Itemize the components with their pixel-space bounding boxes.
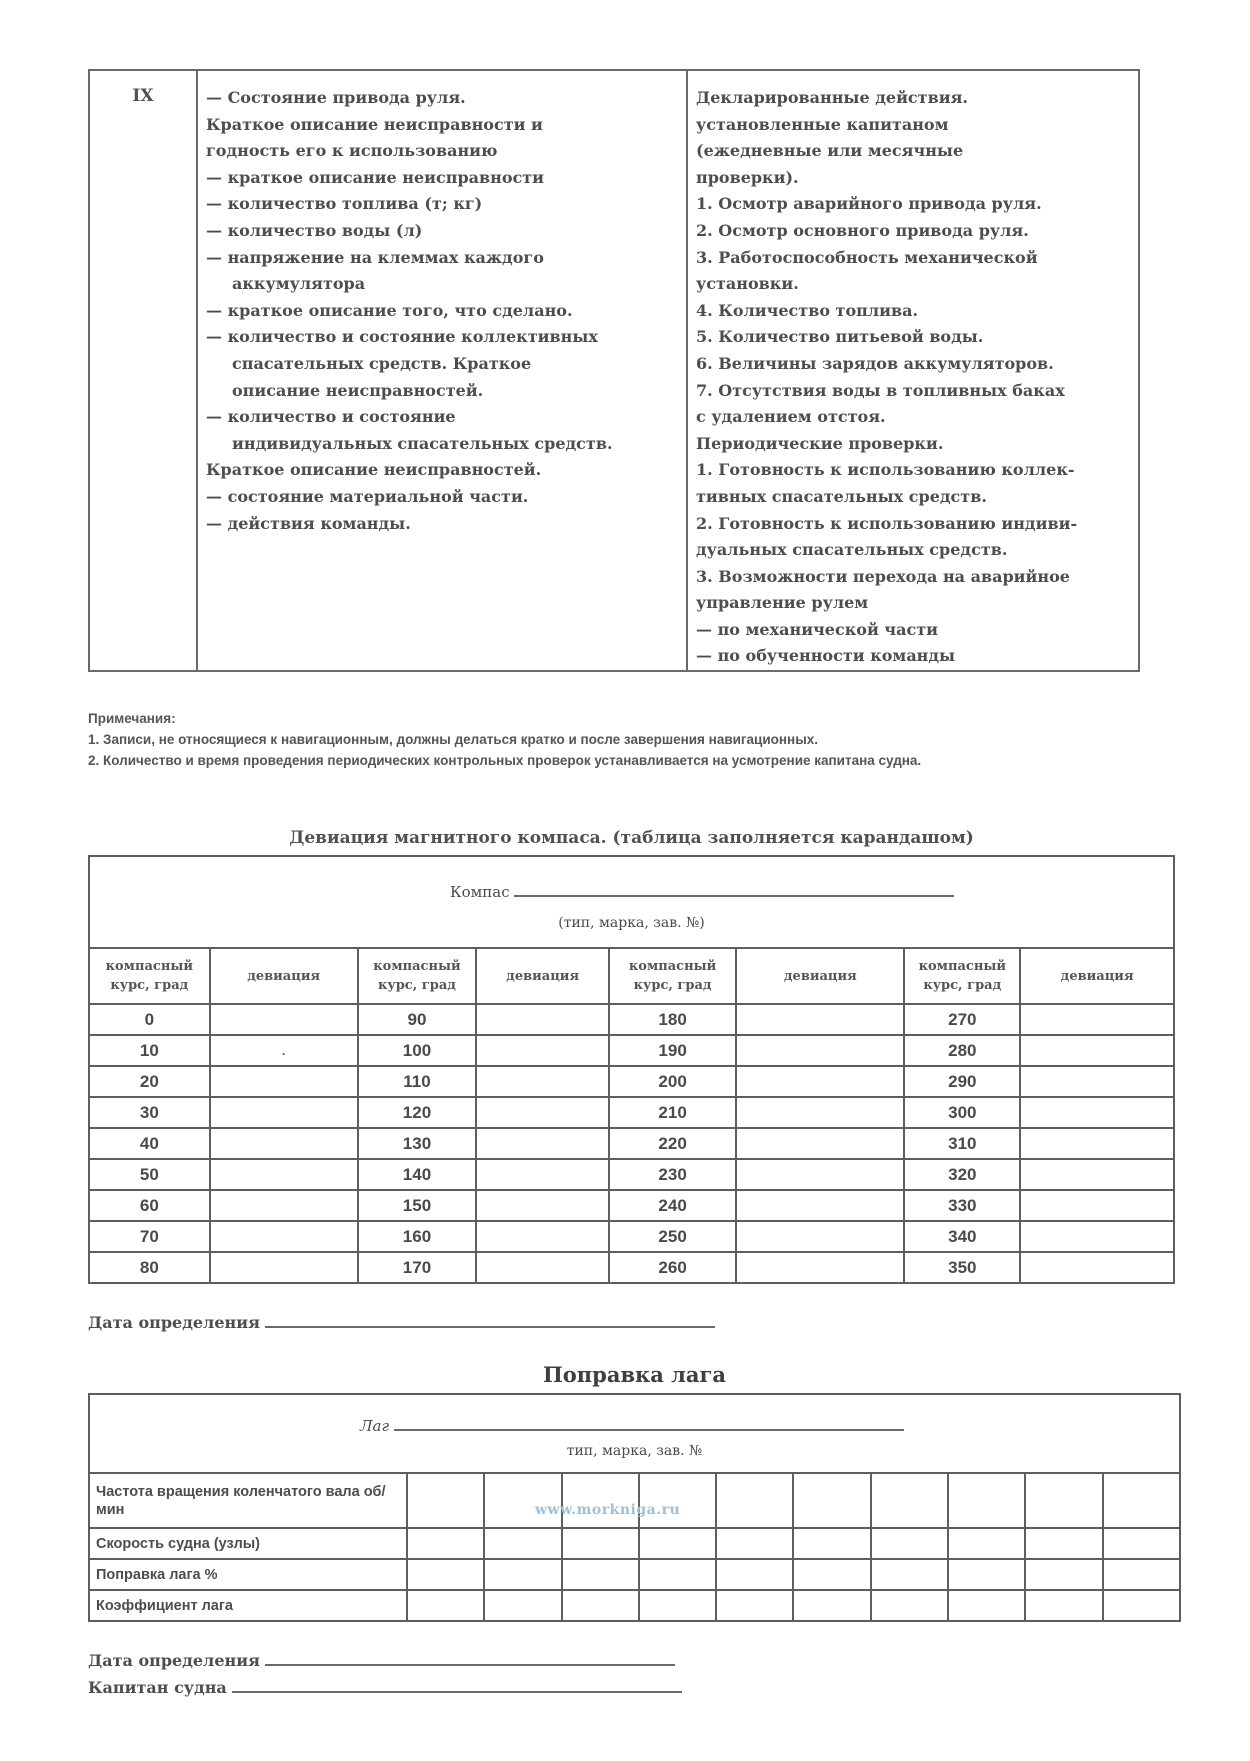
deviation-input-cell[interactable] [736, 1004, 904, 1035]
deviation-input-cell[interactable] [210, 1159, 358, 1190]
log-input-cell[interactable] [639, 1590, 716, 1621]
deviation-input-cell[interactable] [210, 1066, 358, 1097]
record-line: — количество и состояние [206, 407, 456, 427]
deviation-title: Девиация магнитного компаса. (таблица заполняется карандашом) [289, 828, 974, 848]
deviation-input-cell[interactable] [1020, 1190, 1174, 1221]
deviation-input-cell[interactable] [476, 1128, 609, 1159]
log-input-cell[interactable] [871, 1528, 948, 1559]
action-line: дуальных спасательных средств. [696, 540, 1008, 560]
compass-course-value: 110 [358, 1066, 477, 1097]
header-line: компасный [628, 959, 717, 974]
action-line: 1. Готовность к использованию коллек- [696, 460, 1075, 480]
action-line: 5. Количество питьевой воды. [696, 327, 984, 347]
log-input-cell[interactable] [793, 1590, 870, 1621]
deviation-input-cell[interactable] [476, 1221, 609, 1252]
record-line: годность его к использованию [206, 141, 498, 161]
record-line: — состояние материальной части. [206, 486, 529, 506]
lag-hint: тип, марка, зав. № [566, 1443, 703, 1459]
deviation-table [88, 855, 1175, 1284]
log-input-cell[interactable] [1025, 1528, 1102, 1559]
log-row [89, 1590, 1180, 1621]
compass-course-value: 130 [358, 1128, 477, 1159]
log-row [89, 1559, 1180, 1590]
record-line: — действия команды. [206, 513, 411, 533]
header-line: компасный [105, 959, 194, 974]
compass-course-value: 170 [358, 1252, 477, 1283]
action-line: 4. Количество топлива. [696, 300, 919, 320]
record-line: — краткое описание неисправности [206, 167, 545, 187]
log-input-cell[interactable] [948, 1473, 1025, 1528]
deviation-input-cell[interactable] [476, 1190, 609, 1221]
header-compass-course [904, 948, 1020, 1004]
log-input-cell[interactable] [1025, 1473, 1102, 1528]
section-number: IX [132, 86, 154, 106]
compass-course-value: 20 [89, 1066, 210, 1097]
header-deviation: девиация [210, 948, 358, 1004]
records-cell [198, 71, 688, 670]
deviation-date-field[interactable] [265, 1326, 715, 1328]
compass-course-value: 240 [609, 1190, 736, 1221]
deviation-input-cell[interactable] [736, 1035, 904, 1066]
deviation-input-cell[interactable] [736, 1190, 904, 1221]
log-row-label: Скорость судна (узлы) [89, 1528, 407, 1559]
log-input-cell[interactable] [484, 1559, 561, 1590]
deviation-date [88, 1313, 715, 1332]
record-line: — количество и состояние коллективных [206, 327, 598, 347]
log-date [88, 1651, 675, 1670]
action-line: 2. Готовность к использованию индиви- [696, 513, 1078, 533]
compass-course-value: 280 [904, 1035, 1020, 1066]
deviation-input-cell[interactable] [476, 1035, 609, 1066]
compass-course-value: 330 [904, 1190, 1020, 1221]
deviation-input-cell[interactable] [210, 1190, 358, 1221]
actions-cell [688, 71, 1138, 670]
watch-checks-table [88, 69, 1140, 672]
record-line: Краткое описание неисправности и [206, 114, 543, 134]
note-item: 1. Записи, не относящиеся к навигационным, должны делаться кратко и после завершения навигационных. [88, 732, 818, 747]
compass-course-value: 0 [89, 1004, 210, 1035]
deviation-row [89, 1097, 1174, 1128]
compass-course-value: 220 [609, 1128, 736, 1159]
deviation-input-cell[interactable] [1020, 1097, 1174, 1128]
captain-signature [88, 1678, 682, 1697]
deviation-row [89, 1159, 1174, 1190]
deviation-date-label: Дата определения [88, 1313, 260, 1332]
log-input-cell[interactable] [407, 1559, 484, 1590]
deviation-input-cell[interactable] [736, 1066, 904, 1097]
log-input-cell[interactable] [639, 1528, 716, 1559]
compass-course-value: 150 [358, 1190, 477, 1221]
header-line: курс, град [923, 978, 1002, 993]
log-input-cell[interactable] [562, 1559, 639, 1590]
compass-course-value: 70 [89, 1221, 210, 1252]
log-input-cell[interactable] [948, 1559, 1025, 1590]
header-line: курс, град [378, 978, 456, 993]
compass-course-value: 260 [609, 1252, 736, 1283]
deviation-input-cell[interactable] [476, 1066, 609, 1097]
log-row [89, 1473, 1180, 1528]
deviation-input-cell[interactable] [210, 1004, 358, 1035]
log-input-cell[interactable] [871, 1590, 948, 1621]
header-deviation: девиация [476, 948, 609, 1004]
header-line: компасный [373, 959, 461, 974]
log-input-cell[interactable] [716, 1528, 793, 1559]
deviation-input-cell[interactable] [210, 1221, 358, 1252]
deviation-input-cell[interactable] [1020, 1252, 1174, 1283]
log-input-cell[interactable] [1025, 1590, 1102, 1621]
action-line: (ежедневные или месячные [696, 141, 964, 161]
log-input-cell[interactable] [716, 1590, 793, 1621]
deviation-input-cell[interactable] [1020, 1128, 1174, 1159]
log-input-cell[interactable] [793, 1473, 870, 1528]
deviation-input-cell[interactable] [736, 1252, 904, 1283]
notes [88, 708, 921, 771]
captain-signature-field[interactable] [232, 1691, 682, 1693]
action-line: тивных спасательных средств. [696, 486, 987, 506]
log-input-cell[interactable] [1103, 1473, 1180, 1528]
record-line: — количество воды (л) [206, 220, 423, 240]
log-row-label: Коэффициент лага [89, 1590, 407, 1621]
action-line: 6. Величины зарядов аккумуляторов. [696, 353, 1054, 373]
log-input-cell[interactable] [793, 1559, 870, 1590]
deviation-row [89, 1004, 1174, 1035]
record-line: спасательных средств. Краткое [232, 353, 532, 373]
log-input-cell[interactable] [1103, 1559, 1180, 1590]
log-input-cell[interactable] [1103, 1528, 1180, 1559]
log-input-cell[interactable] [484, 1473, 561, 1528]
log-date-field[interactable] [265, 1664, 675, 1666]
log-input-cell[interactable] [1025, 1559, 1102, 1590]
action-line: проверки). [696, 167, 799, 187]
deviation-input-cell[interactable] [1020, 1066, 1174, 1097]
header-line: курс, град [110, 978, 189, 993]
compass-course-value: 320 [904, 1159, 1020, 1190]
deviation-input-cell[interactable] [476, 1097, 609, 1128]
compass-course-value: 40 [89, 1128, 210, 1159]
compass-course-value: 10 [89, 1035, 210, 1066]
compass-course-value: 140 [358, 1159, 477, 1190]
log-input-cell[interactable] [562, 1473, 639, 1528]
deviation-input-cell[interactable] [1020, 1035, 1174, 1066]
compass-course-value: 90 [358, 1004, 477, 1035]
action-line: 2. Осмотр основного привода руля. [696, 220, 1029, 240]
action-line: управление рулем [696, 593, 869, 613]
log-input-cell[interactable] [484, 1590, 561, 1621]
section-number-cell [90, 71, 198, 670]
action-line: Периодические проверки. [696, 433, 944, 453]
compass-course-value: 60 [89, 1190, 210, 1221]
log-input-cell[interactable] [407, 1528, 484, 1559]
log-row-label: Поправка лага % [89, 1559, 407, 1590]
log-row [89, 1528, 1180, 1559]
compass-course-value: 250 [609, 1221, 736, 1252]
compass-course-value: 50 [89, 1159, 210, 1190]
notes-heading: Примечания: [88, 711, 176, 726]
header-line: компасный [918, 959, 1007, 974]
deviation-row [89, 1252, 1174, 1283]
action-line: установленные капитаном [696, 114, 949, 134]
deviation-input-cell[interactable] [736, 1159, 904, 1190]
record-line: — напряжение на клеммах каждого [206, 247, 544, 267]
action-line: 1. Осмотр аварийного привода руля. [696, 194, 1042, 214]
compass-course-value: 310 [904, 1128, 1020, 1159]
log-input-cell[interactable] [484, 1528, 561, 1559]
header-compass-course [609, 948, 736, 1004]
record-line: — количество топлива (т; кг) [206, 194, 483, 214]
compass-course-value: 300 [904, 1097, 1020, 1128]
deviation-input-cell[interactable] [476, 1252, 609, 1283]
compass-course-value: 120 [358, 1097, 477, 1128]
compass-course-value: 190 [609, 1035, 736, 1066]
log-title: Поправка лага [542, 1362, 727, 1387]
deviation-row [89, 1128, 1174, 1159]
header-compass-course [358, 948, 477, 1004]
header-deviation: девиация [736, 948, 904, 1004]
log-input-cell[interactable] [871, 1559, 948, 1590]
header-line: курс, град [633, 978, 712, 993]
log-date-label: Дата определения [88, 1651, 260, 1670]
log-input-cell[interactable] [407, 1590, 484, 1621]
compass-course-value: 350 [904, 1252, 1020, 1283]
compass-hint: (тип, марка, зав. №) [558, 915, 705, 931]
deviation-input-cell[interactable] [210, 1128, 358, 1159]
compass-course-value: 80 [89, 1252, 210, 1283]
deviation-input-cell[interactable] [210, 1252, 358, 1283]
record-line: — Состояние привода руля. [206, 88, 466, 107]
log-input-cell[interactable] [562, 1590, 639, 1621]
log-input-cell[interactable] [793, 1528, 870, 1559]
lag-label: Лаг [360, 1417, 390, 1435]
header-compass-course [89, 948, 210, 1004]
watermark: www.morkniga.ru [535, 1502, 681, 1518]
deviation-input-cell[interactable] [1020, 1004, 1174, 1035]
action-line: с удалением отстоя. [696, 407, 886, 427]
log-input-cell[interactable] [1103, 1590, 1180, 1621]
log-input-cell[interactable] [871, 1473, 948, 1528]
deviation-input-cell[interactable] [476, 1004, 609, 1035]
note-item: 2. Количество и время проведения периодических контрольных проверок устанавливается на усмотрение капитана судна. [88, 753, 922, 768]
compass-label: Компас [450, 883, 510, 901]
compass-course-value: 100 [358, 1035, 477, 1066]
action-line: — по обученности команды [696, 646, 956, 666]
deviation-row [89, 1221, 1174, 1252]
compass-course-value: 180 [609, 1004, 736, 1035]
action-line: установки. [696, 274, 799, 294]
action-line: 7. Отсутствия воды в топливных баках [696, 380, 1065, 400]
record-line: индивидуальных спасательных средств. [232, 433, 613, 453]
record-line: аккумулятора [232, 274, 366, 294]
deviation-input-cell[interactable] [1020, 1159, 1174, 1190]
compass-course-value: 30 [89, 1097, 210, 1128]
log-input-cell[interactable] [562, 1528, 639, 1559]
deviation-row [89, 1035, 1174, 1066]
deviation-input-cell[interactable]: . [210, 1035, 358, 1066]
log-input-cell[interactable] [639, 1473, 716, 1528]
record-line: описание неисправностей. [232, 380, 484, 400]
compass-field[interactable] [514, 895, 954, 897]
compass-course-value: 210 [609, 1097, 736, 1128]
captain-label: Капитан судна [88, 1678, 227, 1697]
log-input-cell[interactable] [716, 1559, 793, 1590]
deviation-row [89, 1190, 1174, 1221]
compass-course-value: 200 [609, 1066, 736, 1097]
compass-course-value: 270 [904, 1004, 1020, 1035]
deviation-input-cell[interactable] [736, 1097, 904, 1128]
action-line: 3. Возможности перехода на аварийное [696, 566, 1070, 586]
deviation-input-cell[interactable] [1020, 1221, 1174, 1252]
compass-course-value: 340 [904, 1221, 1020, 1252]
compass-course-value: 230 [609, 1159, 736, 1190]
lag-field[interactable] [394, 1429, 904, 1431]
log-input-cell[interactable] [407, 1473, 484, 1528]
log-input-cell[interactable] [948, 1528, 1025, 1559]
log-input-cell[interactable] [716, 1473, 793, 1528]
deviation-input-cell[interactable] [210, 1097, 358, 1128]
action-line: Декларированные действия. [696, 88, 968, 107]
compass-course-value: 290 [904, 1066, 1020, 1097]
header-deviation: девиация [1020, 948, 1174, 1004]
record-line: Краткое описание неисправностей. [206, 460, 542, 480]
action-line: 3. Работоспособность механической [696, 247, 1038, 267]
log-row-label: Частота вращения коленчатого вала об/мин [89, 1473, 407, 1528]
deviation-input-cell[interactable] [736, 1221, 904, 1252]
record-line: — краткое описание того, что сделано. [206, 300, 573, 320]
log-input-cell[interactable] [948, 1590, 1025, 1621]
deviation-input-cell[interactable] [736, 1128, 904, 1159]
compass-cell [89, 856, 1174, 948]
deviation-input-cell[interactable] [476, 1159, 609, 1190]
compass-course-value: 160 [358, 1221, 477, 1252]
deviation-row [89, 1066, 1174, 1097]
action-line: — по механической части [696, 619, 938, 639]
lag-cell [89, 1394, 1180, 1473]
log-input-cell[interactable] [639, 1559, 716, 1590]
